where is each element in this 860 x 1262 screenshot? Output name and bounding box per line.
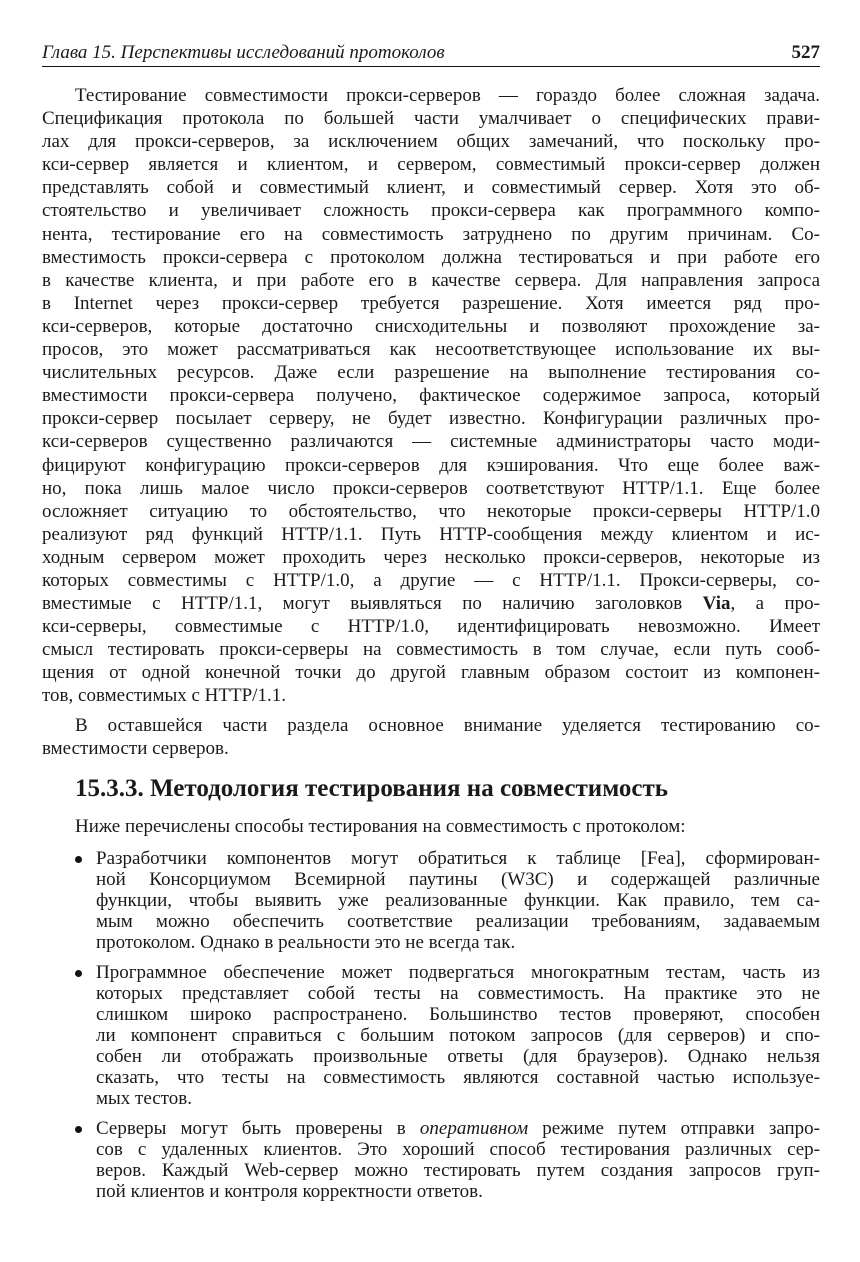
text-line: кси-сервер является и клиентом, и сервером, совместимый прокси-сервер должен [42, 154, 820, 176]
text-line: собен ли отображать произвольные ответы (для браузеров). Однако нельзя [96, 1046, 820, 1067]
text-line: просов, это может рассматриваться как несоответствующее использование их вы- [42, 339, 820, 361]
text-line: фицируют конфигурацию прокси-серверов для кэширования. Что еще более важ- [42, 454, 820, 476]
text-line: протоколом. Однако в реальности это не всегда так. [96, 932, 516, 953]
text-line: реализуют ряд функций HTTP/1.1. Путь HTTP-сообщения между клиентом и ис- [42, 523, 820, 545]
emphasis: оперативном [419, 1118, 529, 1139]
text-line: сказать, что тесты на совместимость являются составной частью используе- [96, 1067, 820, 1088]
text-line: числительных ресурсов. Даже если разрешение на выполнение тестирования со- [42, 362, 820, 384]
text-line: сов с удаленных клиентов. Это хороший способ тестирования различных сер- [96, 1139, 820, 1160]
text-line: ли компонент справиться с большим потоком запросов (для серверов) и спо- [96, 1025, 820, 1046]
text-line: нента, тестирование его на совместимость затруднено по другим причинам. Со- [42, 223, 820, 245]
text-line: представлять собой и совместимый клиент, и совместимый сервер. Хотя это об- [42, 177, 820, 199]
text-line: слишком широко распространено. Большинство тестов проверяют, способен [96, 1004, 820, 1025]
text-line: Разработчики компонентов могут обратиться к таблице [Fea], сформирован- [96, 848, 820, 869]
text-line: кси-серверов, которые достаточно снисходительны и позволяют прохождение за- [42, 315, 820, 337]
text-line: Спецификация протокола по большей части умалчивает о специфических прави- [42, 108, 820, 130]
text-line: щения от одной конечной точки до другой главным образом состоит из компонен- [42, 662, 820, 684]
text-line: смысл тестировать прокси-серверы на совместимость в том случае, если путь сооб- [42, 639, 820, 661]
bullet-icon [75, 970, 82, 977]
bullet-icon [75, 1126, 82, 1133]
text-line: пой клиентов и контроля корректности ответов. [96, 1181, 483, 1202]
text-line: но, пока лишь малое число прокси-серверов соответствуют HTTP/1.1. Еще более [42, 477, 820, 499]
text-line: кси-серверов существенно различаются — системные администраторы часто моди- [42, 431, 820, 453]
text-line: в Internet через прокси-сервер требуется разрешение. Хотя имеется ряд про- [42, 292, 820, 314]
text-line: веров. Каждый Web-сервер можно тестировать путем создания запросов груп- [96, 1160, 820, 1181]
text-line: ходным сервером может проходить через несколько прокси-серверов, некоторые из [42, 546, 820, 568]
text-line: которых представляет собой тесты на совместимость. На практике это не [96, 983, 820, 1004]
page-number: 527 [791, 42, 820, 63]
text-line: мым можно обеспечить соответствие реализации требованиям, задаваемым [96, 911, 820, 932]
text-line: ной Консорциумом Всемирной паутины (W3C) и содержащей различные [96, 869, 820, 890]
text-line: вместимости прокси-сервера получено, фактическое содержимое запроса, который [42, 385, 820, 407]
list-item [75, 1118, 820, 1202]
text-line: Программное обеспечение может подвергаться многократным тестам, часть из [96, 962, 820, 983]
text-line: функции, чтобы выявить уже реализованные функции. Как правило, тем са- [96, 890, 820, 911]
chapter-title: Глава 15. Перспективы исследований протоколов [42, 42, 445, 63]
text-line: вместимости серверов. [42, 738, 229, 760]
text-line: Ниже перечислены способы тестирования на совместимость с протоколом: [75, 816, 686, 837]
text-line: вместимость прокси-сервера с протоколом должна тестироваться и при работе его [42, 246, 820, 268]
via-header-term: Via [702, 593, 731, 615]
text-line: лах для прокси-серверов, за исключением общих замечаний, что поскольку про- [42, 131, 820, 153]
text-line: которых совместимы с HTTP/1.0, а другие — с HTTP/1.1. Прокси-серверы, со- [42, 569, 820, 591]
text-line: вместимые с HTTP/1.1, могут выявляться по наличию заголовков Via, а про- [42, 593, 820, 615]
list-item [75, 962, 820, 1109]
text-line: кси-серверы, совместимые с HTTP/1.0, идентифицировать невозможно. Имеет [42, 616, 820, 638]
text-line: стоятельство и увеличивает сложность прокси-сервера как программного компо- [42, 200, 820, 222]
text-line: Тестирование совместимости прокси-серверов — гораздо более сложная задача. [75, 85, 820, 106]
list-item [75, 848, 820, 953]
text-line: осложняет ситуацию то обстоятельство, что некоторые прокси-серверы HTTP/1.0 [42, 500, 820, 522]
bullet-icon [75, 856, 82, 863]
text-line: в качестве клиента, и при работе его в качестве сервера. Для направления запроса [42, 269, 820, 291]
text-line: прокси-сервер посылает серверу, не будет известно. Конфигурации различных про- [42, 408, 820, 430]
text-line: В оставшейся части раздела основное внимание уделяется тестированию со- [75, 715, 820, 736]
paragraph-remaining [42, 714, 820, 760]
intro-paragraph [42, 815, 820, 838]
section-heading: 15.3.3. Методология тестирования на совместимость [75, 775, 669, 802]
text-line: Серверы могут быть проверены в оперативном режиме путем отправки запро- [96, 1118, 821, 1139]
text-line: тов, совместимых с HTTP/1.1. [42, 685, 286, 707]
paragraph-proxy-testing [42, 84, 820, 708]
running-header [42, 42, 820, 67]
text-line: мых тестов. [96, 1088, 192, 1109]
